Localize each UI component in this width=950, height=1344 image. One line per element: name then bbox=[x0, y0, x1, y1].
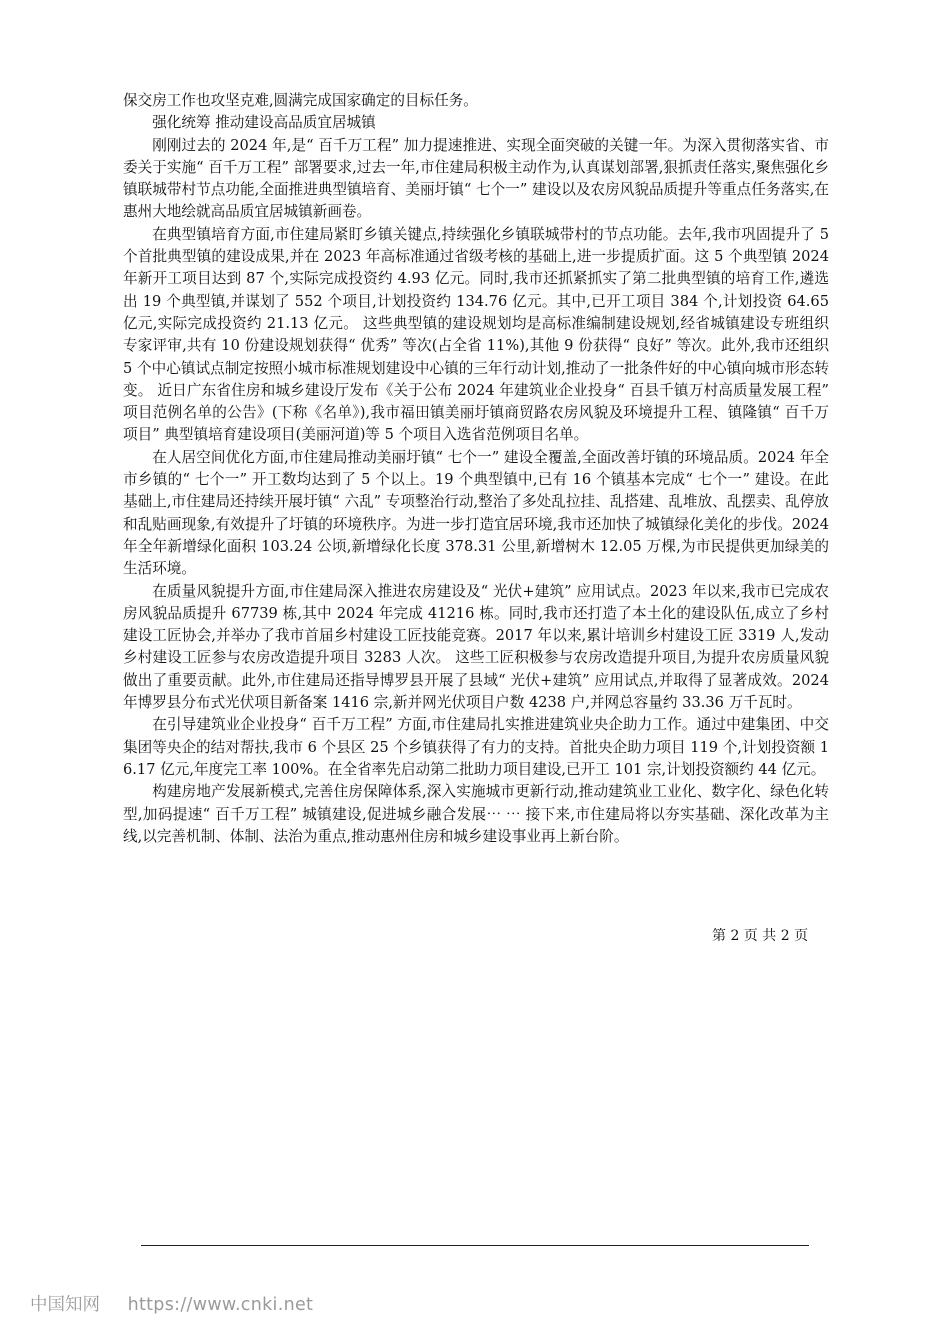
footer-divider bbox=[141, 1245, 809, 1246]
watermark-url: https://www.cnki.net bbox=[127, 1295, 314, 1315]
paragraph-7: 构建房地产发展新模式,完善住房保障体系,深入实施城市更新行动,推动建筑业工业化、数字化、绿色化转型,加码提速“ 百千万工程” 城镇建设,促进城乡融合发展⋯ ⋯ 接下来,市住建局将以夯实基础、深化改革为主线,以完善机制、体制、法治为重点,推动惠州住房和城乡建设事业再上新台阶。 bbox=[123, 783, 829, 845]
paragraph-6: 在引导建筑业企业投身“ 百千万工程” 方面,市住建局扎实推进建筑业央企助力工作。通过中建集团、中交集团等央企的结对帮扶,我市 6 个县区 25 个乡镇获得了有力的支持。首批央企助力项目 119 个,计划投资额 16.17 亿元,年度完工率 100%。在全省率先启动第二批助力项目建设,已开工 101 宗,计划投资额约 44 亿元。 bbox=[123, 716, 829, 778]
page-number: 第 2 页 共 2 页 bbox=[712, 928, 809, 944]
paragraph-5: 在质量风貌提升方面,市住建局深入推进农房建设及“ 光伏+建筑” 应用试点。2023 年以来,我市已完成农房风貌品质提升 67739 栋,其中 2024 年完成 41216 栋。同时,我市还打造了本土化的建设队伍,成立了乡村建设工匠协会,并举办了我市首届乡村建设工匠技能竞赛。2017 年以来,累计培训乡村建设工匠 3319 人,发动乡村建设工匠参与农房改造提升项目 3283 人次。 这些工匠积极参与农房改造提升项目,为提升农房质量风貌做出了重要贡献。此外,市住建局还指导博罗县开展了县域“ 光伏+建筑” 应用试点,并取得了显著成效。2024 年博罗县分布式光伏项目新备案 1416 宗,新并网光伏项目户数 4238 户,并网总容量约 33.36 万千瓦时。 bbox=[123, 582, 829, 712]
paragraph-2: 刚刚过去的 2024 年,是“ 百千万工程” 加力提速推进、实现全面突破的关键一年。为深入贯彻落实省、市委关于实施“ 百千万工程” 部署要求,过去一年,市住建局积极主动作为,认真谋划部署,狠抓责任落实,聚焦强化乡镇联城带村节点功能,全面推进典型镇培育、美丽圩镇“ 七个一” 建设以及农房风貌品质提升等重点任务落实,在惠州大地绘就高品质宜居城镇新画卷。 bbox=[123, 136, 829, 221]
section-heading: 强化统筹 推动建设高品质宜居城镇 bbox=[152, 114, 376, 132]
paragraph-4: 在人居空间优化方面,市住建局推动美丽圩镇“ 七个一” 建设全覆盖,全面改善圩镇的环境品质。2024 年全市乡镇的“ 七个一” 开工数均达到了 5 个以上。19 个典型镇中,已有 16 个镇基本完成“ 七个一” 建设。在此基础上,市住建局还持续开展圩镇“ 六乱” 专项整治行动,整治了多处乱拉挂、乱搭建、乱堆放、乱摆卖、乱停放和乱贴画现象,有效提升了圩镇的环境秩序。为进一步打造宜居环境,我市还加快了城镇绿化美化的步伐。2024 年全年新增绿化面积 103.24 公顷,新增绿化长度 378.31 公里,新增树木 12.05 万棵,为市民提供更加绿美的生活环境。 bbox=[123, 448, 829, 578]
watermark-name: 中国知网 bbox=[30, 1295, 100, 1315]
watermark bbox=[30, 1293, 313, 1317]
paragraph-3: 在典型镇培育方面,市住建局紧盯乡镇关键点,持续强化乡镇联城带村的节点功能。去年,我市巩固提升了 5 个首批典型镇的建设成果,并在 2023 年高标准通过省级考核的基础上,进一步提质扩面。这 5 个典型镇 2024 年新开工项目达到 87 个,实际完成投资约 4.93 亿元。同时,我市还抓紧抓实了第二批典型镇的培育工作,遴选出 19 个典型镇,并谋划了 552 个项目,计划投资约 134.76 亿元。其中,已开工项目 384 个,计划投资 64.65 亿元,实际完成投资约 21.13 亿元。 这些典型镇的建设规划均是高标准编制建设规划,经省城镇建设专班组织专家评审,共有 10 份建设规划获得“ 优秀” 等次(占全省 11%),其他 9 份获得“ 良好” 等次。此外,我市还组织 5 个中心镇试点制定按照小城市标准规划建设中心镇的三年行动计划,推动了一批条件好的中心镇向城市形态转变。 近日广东省住房和城乡建设厅发布《关于公布 2024 年建筑业企业投身“ 百县千镇万村高质量发展工程” 项目范例名单的公告》(下称《名单》),我市福田镇美丽圩镇商贸路农房风貌及环境提升工程、镇隆镇“ 百千万项目” 典型镇培育建设项目(美丽河道)等 5 个项目入选省范例项目名单。 bbox=[123, 225, 829, 444]
document-body bbox=[123, 90, 829, 848]
paragraph-1: 保交房工作也攻坚克难,圆满完成国家确定的目标任务。 bbox=[123, 92, 478, 109]
